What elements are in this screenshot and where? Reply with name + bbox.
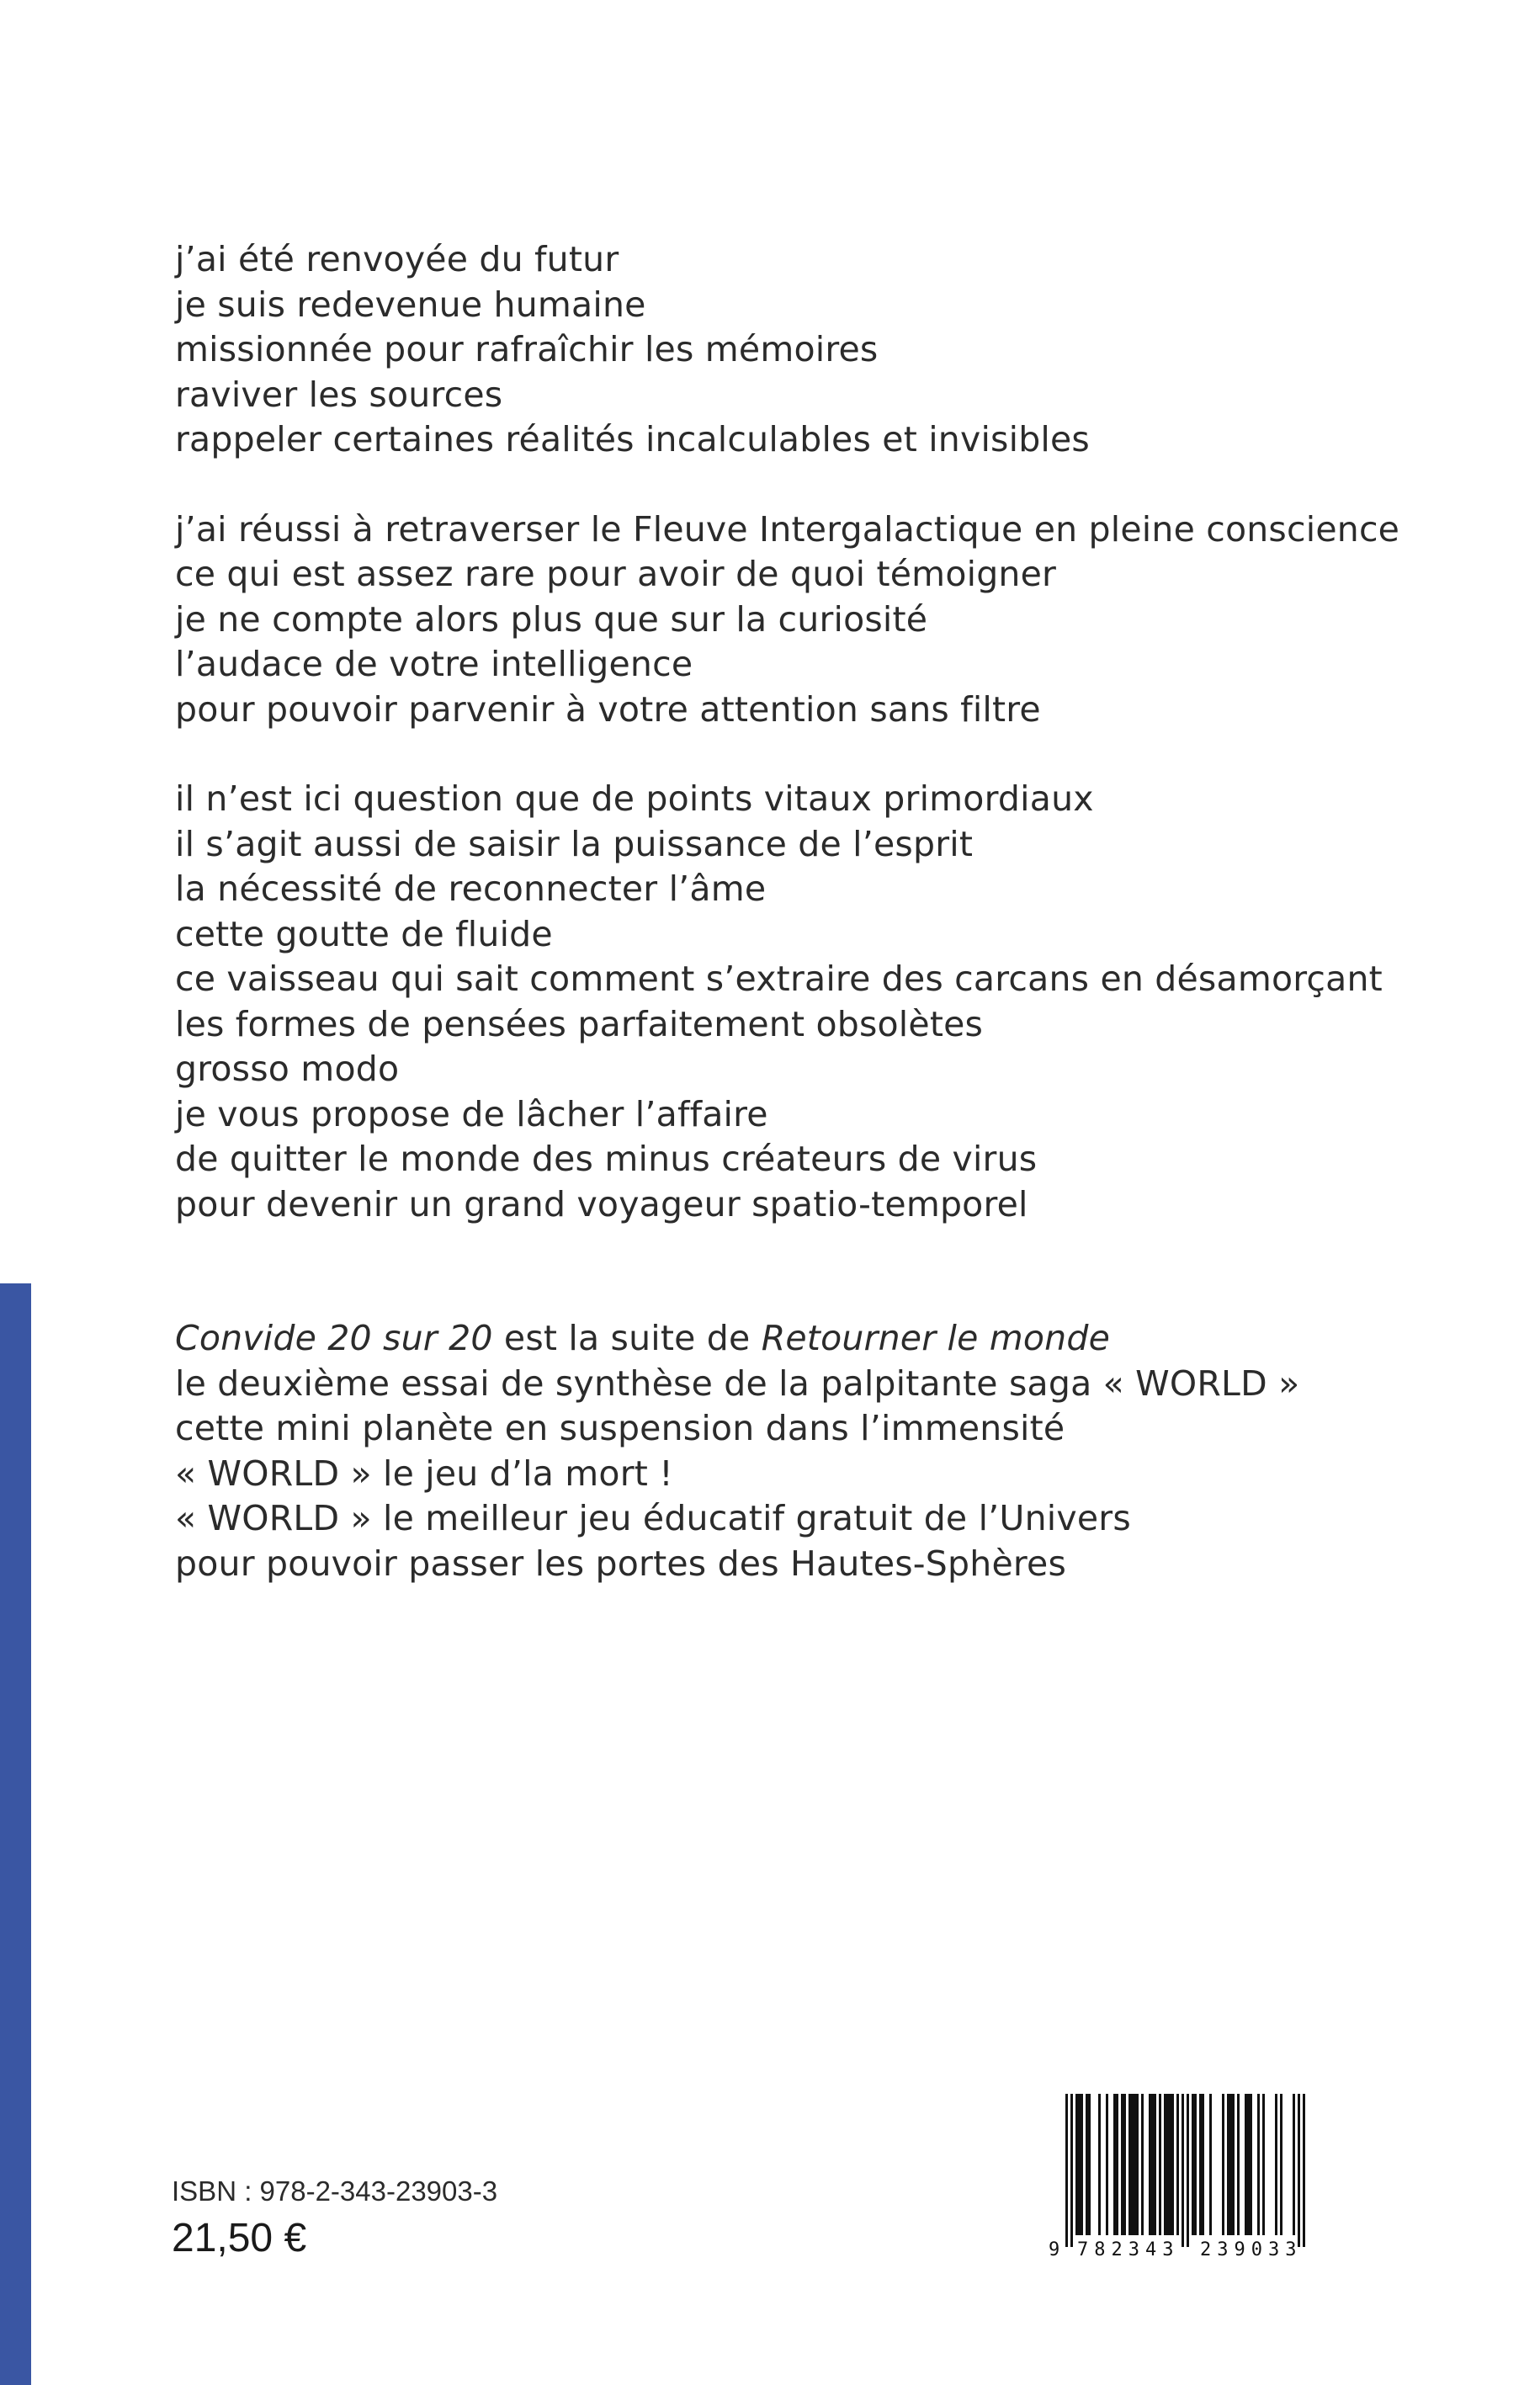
barcode-right-digits: 239033 [1200,2239,1303,2260]
barcode-bar [1141,2094,1144,2235]
blurb-line: il n’est ici question que de points vitaux primordiaux [175,778,1094,819]
blurb-line: pour devenir un grand voyageur spatio-temporel [175,1183,1028,1224]
barcode-bar [1169,2094,1171,2235]
barcode-bars [1065,2094,1305,2247]
barcode-bar [1086,2094,1088,2235]
barcode [1045,2094,1340,2262]
blurb-line: les formes de pensées parfaitement obsolètes [175,1003,984,1044]
barcode-bar [1166,2094,1169,2235]
isbn-number: ISBN : 978-2-343-23903-3 [172,2175,498,2207]
barcode-bar [1199,2094,1202,2235]
barcode-bar [1232,2094,1235,2235]
price: 21,50 € [172,2216,307,2260]
title-connector: est la suite de [492,1318,762,1358]
blurb-line: la nécessité de reconnecter l’âme [175,868,767,909]
stanza-4 [175,1316,1437,1586]
barcode-bar [1176,2094,1179,2235]
barcode-bar [1229,2094,1232,2235]
barcode-bar [1257,2094,1260,2235]
barcode-bar [1154,2094,1156,2235]
barcode-bar [1171,2094,1174,2235]
blurb-line: grosso modo [175,1049,400,1089]
blurb-line: pour pouvoir passer les portes des Hautes-Sphères [175,1543,1067,1584]
barcode-left-digits: 782343 [1077,2239,1180,2260]
blurb-line: je suis redevenue humaine [175,284,646,325]
barcode-bar [1159,2094,1161,2235]
barcode-bar [1280,2094,1282,2235]
back-cover-blurb [175,237,1437,1631]
stanza-1 [175,237,1437,463]
title-line [175,1316,1437,1362]
barcode-bar [1187,2094,1189,2247]
barcode-bar [1113,2094,1116,2235]
barcode-bar [1121,2094,1123,2235]
barcode-bar [1088,2094,1091,2235]
blurb-line: l’audace de votre intelligence [175,644,693,684]
barcode-bar [1202,2094,1204,2235]
blurb-line: de quitter le monde des minus créateurs de virus [175,1139,1038,1179]
previous-book-title: Retourner le monde [761,1318,1111,1358]
barcode-bar [1262,2094,1265,2235]
blurb-line: raviver les sources [175,374,503,415]
barcode-bar [1151,2094,1154,2235]
barcode-bar [1250,2094,1252,2235]
barcode-bar [1078,2094,1081,2235]
barcode-bar [1098,2094,1101,2235]
blurb-line: j’ai été renvoyée du futur [175,239,619,279]
blurb-line: ce qui est assez rare pour avoir de quoi témoigner [175,554,1057,594]
blurb-line: missionnée pour rafraîchir les mémoires [175,329,879,369]
barcode-bar [1192,2094,1194,2235]
barcode-bar [1222,2094,1224,2235]
barcode-bar [1237,2094,1240,2235]
barcode-bar [1182,2094,1184,2247]
barcode-bar [1275,2094,1277,2235]
barcode-bar [1106,2094,1108,2235]
blurb-line: je vous propose de lâcher l’affaire [175,1093,768,1134]
blurb-line: je ne compte alors plus que sur la curiosité [175,598,928,640]
book-title: Convide 20 sur 20 [175,1318,493,1358]
blurb-line: cette goutte de fluide [175,913,553,954]
blurb-line: « WORLD » le jeu d’la mort ! [175,1453,673,1494]
barcode-bar [1209,2094,1212,2235]
barcode-bar [1194,2094,1197,2235]
blurb-line: rappeler certaines réalités incalculables et invisibles [175,419,1090,459]
barcode-bar [1245,2094,1247,2235]
barcode-bar [1227,2094,1229,2235]
barcode-bar [1075,2094,1078,2235]
barcode-bar [1081,2094,1083,2235]
barcode-bar [1131,2094,1134,2235]
stanza-2 [175,507,1437,733]
barcode-bar [1128,2094,1131,2235]
barcode-first-digit: 9 [1049,2239,1060,2260]
barcode-bar [1247,2094,1250,2235]
barcode-bar [1293,2094,1295,2235]
blurb-line: il s’agit aussi de saisir la puissance de l’esprit [175,823,974,864]
barcode-bar [1123,2094,1126,2235]
blurb-line: pour pouvoir parvenir à votre attention sans filtre [175,688,1041,730]
blurb-line: le deuxième essai de synthèse de la palpitante saga « WORLD » [175,1362,1300,1404]
blurb-line: cette mini planète en suspension dans l’immensité [175,1408,1065,1448]
barcode-bar [1303,2094,1305,2247]
blurb-line: « WORLD » le meilleur jeu éducatif gratuit de l’Univers [175,1498,1131,1538]
barcode-bar [1149,2094,1151,2235]
stanza-3 [175,777,1437,1227]
barcode-bar [1164,2094,1166,2235]
barcode-bar [1065,2094,1068,2247]
barcode-bar [1070,2094,1073,2247]
barcode-bar [1134,2094,1136,2235]
barcode-bar [1116,2094,1118,2235]
blue-spine-strip [0,1283,31,2385]
blurb-line: ce vaisseau qui sait comment s’extraire des carcans en désamorçant [175,959,1383,999]
barcode-bar [1298,2094,1300,2247]
barcode-bar [1136,2094,1139,2235]
blurb-line: j’ai réussi à retraverser le Fleuve Intergalactique en pleine conscience [175,508,1400,550]
